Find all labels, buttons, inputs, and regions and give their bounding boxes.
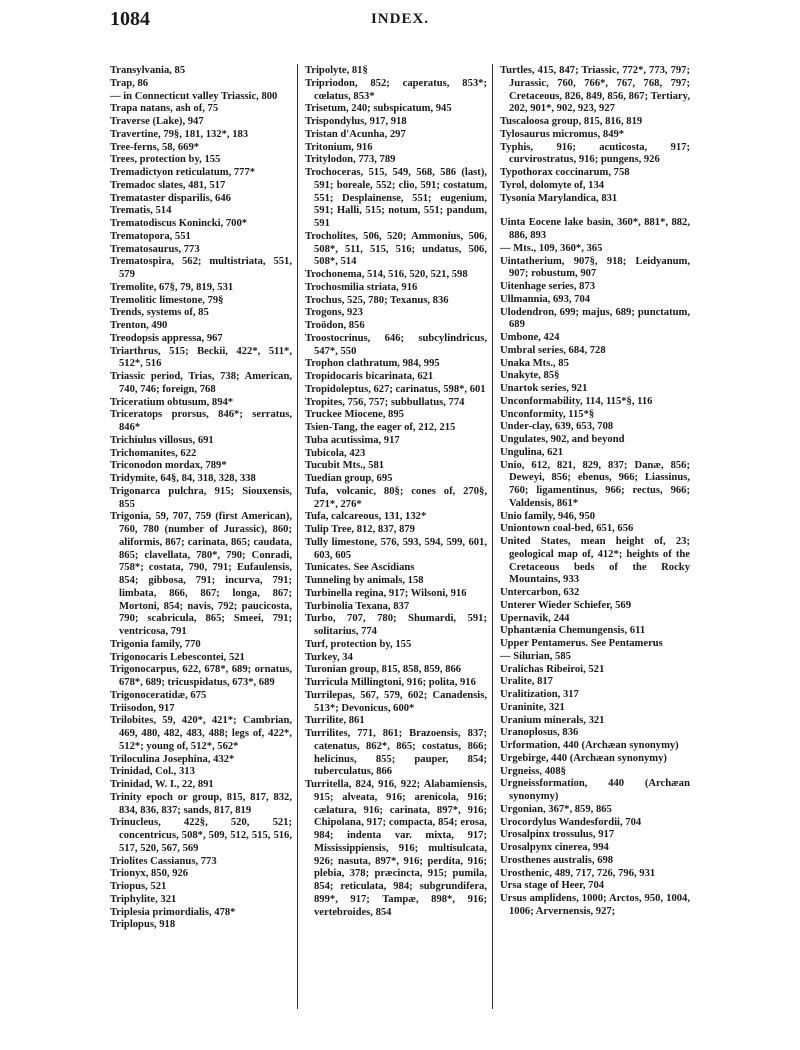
index-entry: Unaka Mts., 85 xyxy=(500,357,569,369)
index-entry: Transylvania, 85 xyxy=(110,65,186,76)
index-entry: Unterer Wieder Schiefer, 569 xyxy=(500,599,632,611)
index-entry: Trigonarca pulchra, 915; Siouxensis, 855 xyxy=(110,485,292,510)
index-entry: Tree-ferns, 58, 669* xyxy=(110,141,200,153)
index-entry: Unconformability, 114, 115*§, 116 xyxy=(500,395,653,407)
index-entry: Trigonocarpus, 622, 678*, 689; ornatus, 678*, 689; tricuspidatus, 673*, 689 xyxy=(110,664,292,688)
index-entry: Tritylodon, 773, 789 xyxy=(305,154,396,166)
index-entry: Trigonia, 59, 707, 759 (first American), 760, 780 (number of Jurassic), 860; aliformis, 867; carinata, 865; caudata, 865; clavellata, 780*, 790; Conradi, 758*; costata, 790, 791; Eufaulensis, 854; gibbosa, 791; incurva, 791; limbata, 866, 867; longa, 867; Mortoni, 854; navis, 792; paucicosta, 790; scabricula, 865; Smeei, 791; ventricosa, 791 xyxy=(110,511,292,637)
index-entry: Tylosaurus micromus, 849* xyxy=(500,128,625,140)
index-entry: Unconformity, 115*§ xyxy=(500,408,595,420)
index-entry: Uitenhage series, 873 xyxy=(500,281,596,292)
index-entry: Trisetum, 240; subspicatum, 945 xyxy=(305,103,452,115)
index-entry: Truckee Miocene, 895 xyxy=(305,409,404,421)
index-entry: Uinta Eocene lake basin, 360*, 881*, 882, 886, 893 xyxy=(500,217,690,241)
index-entry: Trochonema, 514, 516, 520, 521, 598 xyxy=(305,269,468,280)
index-entry: Unio family, 946, 950 xyxy=(500,510,596,522)
index-entry: Upernavik, 244 xyxy=(500,612,570,624)
index-entry: Unartok series, 921 xyxy=(500,383,588,394)
running-head: INDEX. xyxy=(370,11,430,27)
index-entry: Tubicola, 423 xyxy=(305,447,366,459)
index-entry: Tremolite, 67§, 79, 819, 531 xyxy=(110,281,234,293)
index-entry: Trenton, 490 xyxy=(110,320,168,331)
index-entry: Trees, protection by, 155 xyxy=(110,154,221,166)
index-entry: Turrilepas, 567, 579, 602; Canadensis, 513*; Devonicus, 600* xyxy=(305,689,487,714)
index-entry: Tuba acutissima, 917 xyxy=(305,434,400,446)
index-entry: Upper Pentamerus. See Pentamerus xyxy=(500,638,663,649)
index-entry: Trinidad, W. I., 22, 891 xyxy=(110,779,214,790)
index-entry: Umbral series, 684, 728 xyxy=(500,344,606,356)
index-entry: Urosalpinx trossulus, 917 xyxy=(500,829,615,841)
index-entry: Trinidad, Col., 313 xyxy=(110,766,195,778)
index-entry: Urosthenic, 489, 717, 726, 796, 931 xyxy=(500,867,656,879)
index-entry: Trends, systems of, 85 xyxy=(110,307,209,319)
index-entry: Tropites, 756, 757; subbullatus, 774 xyxy=(305,396,465,408)
index-entry: Turf, protection by, 155 xyxy=(305,638,412,650)
index-entry: Trigonia family, 770 xyxy=(110,638,201,650)
index-entry: Tuscaloosa group, 815, 816, 819 xyxy=(500,116,643,127)
index-entry: Trigonocaris Lebescontei, 521 xyxy=(110,651,245,663)
index-entry: Tremadictyon reticulatum, 777* xyxy=(110,167,256,178)
index-entry: Traverse (Lake), 947 xyxy=(110,116,204,127)
index-entry: Urosalpynx cinerea, 994 xyxy=(500,842,609,853)
index-entry: Troödon, 856 xyxy=(305,320,365,331)
index-entry: Urgonian, 367*, 859, 865 xyxy=(500,803,612,815)
index-entry: Tridymite, 64§, 84, 318, 328, 338 xyxy=(110,473,256,484)
index-entry: Uranoplosus, 836 xyxy=(500,727,579,739)
index-column-1 xyxy=(110,65,292,932)
index-entry: Tyrol, dolomyte of, 134 xyxy=(500,179,605,191)
page-number: 1084 xyxy=(110,8,150,30)
index-entry: Uintatherium, 907§, 918; Leidyanum, 907; robustum, 907 xyxy=(500,255,690,280)
index-entry: Triloculina Josephina, 432* xyxy=(110,753,235,765)
index-entry: Unakyte, 85§ xyxy=(500,370,560,382)
index-entry: Tremolitic limestone, 79§ xyxy=(110,294,224,306)
index-entry: — Mts., 109, 360*, 365 xyxy=(500,242,603,254)
index-entry: Urocordylus Wandesfordii, 704 xyxy=(500,816,642,828)
index-entry: Tropidoleptus, 627; carinatus, 598*, 601 xyxy=(305,383,486,395)
index-entry: Ursa stage of Heer, 704 xyxy=(500,880,605,892)
index-entry: Triceratops prorsus, 846*; serratus, 846* xyxy=(110,409,292,433)
index-entry: Trematospira, 562; multistriata, 551, 579 xyxy=(110,256,292,280)
index-entry: Uniontown coal-bed, 651, 656 xyxy=(500,523,634,535)
index-entry: United States, mean height of, 23; geological map of, 412*; heights of the Cretaceous beds of the Rocky Mountains, 933 xyxy=(500,536,690,586)
index-entry: Trematopora, 551 xyxy=(110,230,191,242)
index-entry: Ullmannia, 693, 704 xyxy=(500,293,591,305)
index-entry: Tunicates. See Ascidians xyxy=(305,562,415,574)
index-entry: Trophon clathratum, 984, 995 xyxy=(305,358,440,370)
index-entry: Triphylite, 321 xyxy=(110,893,177,905)
index-entry: Triarthrus, 515; Beckii, 422*, 511*, 512*, 516 xyxy=(110,345,292,370)
index-entry: Untercarbon, 632 xyxy=(500,587,580,598)
index-entry: Triopus, 521 xyxy=(110,881,167,892)
index-entry: Tysonia Marylandica, 831 xyxy=(500,192,618,204)
column-rule xyxy=(297,64,298,1009)
index-entry: Turkey, 34 xyxy=(305,651,353,663)
index-entry: Treodopsis appressa, 967 xyxy=(110,332,223,344)
column-rule xyxy=(492,64,493,1009)
index-entry: Trilobites, 59, 420*, 421*; Cambrian, 469, 480, 482, 483, 488; legs of, 422*, 512*; young of, 512*, 562* xyxy=(110,715,292,752)
index-entry: Turricula Millingtoni, 916; polita, 916 xyxy=(305,677,476,688)
index-entry: Travertine, 79§, 181, 132*, 183 xyxy=(110,128,249,140)
index-entry: Trichomanites, 622 xyxy=(110,447,197,459)
index-entry: — in Connecticut valley Triassic, 800 xyxy=(110,90,278,102)
index-entry: Trochus, 525, 780; Texanus, 836 xyxy=(305,294,449,306)
index-entry: Triconodon mordax, 789* xyxy=(110,460,227,472)
index-entry: Tulip Tree, 812, 837, 879 xyxy=(305,524,415,535)
index-entry: Triplopus, 918 xyxy=(110,919,176,931)
index-entry: — Silurian, 585 xyxy=(500,650,571,662)
index-entry: Triassic period, Trias, 738; American, 740, 746; foreign, 768 xyxy=(110,371,292,395)
index-entry: Tremadoc slates, 481, 517 xyxy=(110,179,226,191)
index-entry: Triplesia primordialis, 478* xyxy=(110,906,236,918)
index-entry: Trocholites, 506, 520; Ammonius, 506, 508*, 511, 515, 516; undatus, 506, 508*, 514 xyxy=(305,230,487,268)
index-entry: Uraninite, 321 xyxy=(500,701,565,713)
index-entry: Trinity epoch or group, 815, 817, 832, 834, 836, 837; sands, 817, 819 xyxy=(110,791,292,816)
index-entry: Trematis, 514 xyxy=(110,205,172,217)
index-entry: Tritonium, 916 xyxy=(305,141,373,153)
index-column-3 xyxy=(500,65,690,919)
index-entry: Turbinella regina, 917; Wilsoni, 916 xyxy=(305,587,467,599)
index-entry: Urformation, 440 (Archæan synonymy) xyxy=(500,740,679,751)
index-entry: Uranium minerals, 321 xyxy=(500,714,605,726)
index-entry: Ulodendron, 699; majus, 689; punctatum, 689 xyxy=(500,306,690,331)
index-entry: Trigonoceratidæ, 675 xyxy=(110,689,207,701)
index-entry: Tully limestone, 576, 593, 594, 599, 601, 603, 605 xyxy=(305,536,487,561)
index-entry: Under-clay, 639, 653, 708 xyxy=(500,421,614,433)
index-entry: Typothorax coccinarum, 758 xyxy=(500,167,630,178)
index-entry: Trochosmilia striata, 916 xyxy=(305,281,418,293)
index-entry: Urgneissformation, 440 (Archæan synonymy) xyxy=(500,778,690,802)
index-entry: Unio, 612, 821, 829, 837; Danæ, 856; Deweyi, 856; ebenus, 966; Liassinus, 760; ligamentinus, 966; rectus, 966; Valdensis, 861* xyxy=(500,459,690,509)
index-entry: Tunneling by animals, 158 xyxy=(305,575,424,586)
index-entry: Turrilites, 771, 861; Brazoensis, 837; catenatus, 862*, 865; costatus, 866; helicinus, 855; pauper, 854; tuberculatus, 866 xyxy=(305,728,487,778)
index-entry: Trionyx, 850, 926 xyxy=(110,868,189,880)
index-entry: Ungulates, 902, and beyond xyxy=(500,434,625,445)
index-entry: Urosthenes australis, 698 xyxy=(500,854,614,866)
index-entry: Ursus amplidens, 1000; Arctos, 950, 1004, 1006; Arvernensis, 927; xyxy=(500,893,690,917)
index-entry: Turritella, 824, 916, 922; Alabamiensis, 915; alveata, 916; arenicola, 916; cælatura, 916; carinata, 897*, 916; Chipolana, 917; compacta, 854; erosa, 984; indenta var. mixta, 917; Mississippiensis, 916; multisulcata, 926; nasuta, 897*, 916; perdita, 916; plebia, 378; præcincta, 915; pumila, 854; reticulata, 984; subgrundifera, 899*, 917; Tampæ, 898*, 916; vertebroides, 854 xyxy=(305,779,487,918)
index-entry: Triisodon, 917 xyxy=(110,702,175,714)
index-entry: Turrilite, 861 xyxy=(305,715,365,727)
index-column-2 xyxy=(305,65,487,919)
index-entry: Urgebirge, 440 (Archæan synonymy) xyxy=(500,752,667,764)
index-entry: Uphantænia Chemungensis, 611 xyxy=(500,625,646,637)
index-entry: Urgneiss, 408§ xyxy=(500,765,566,777)
index-entry: Typhis, 916; acuticosta, 917; curvirostratus, 916; pungens, 926 xyxy=(500,141,690,166)
index-entry: Tuedian group, 695 xyxy=(305,473,393,484)
index-entry: Trichiulus villosus, 691 xyxy=(110,434,214,446)
index-entry: Trispondylus, 917, 918 xyxy=(305,116,407,127)
index-entry: Tucubit Mts., 581 xyxy=(305,460,385,472)
index-entry: Tsien-Tang, the eager of, 212, 215 xyxy=(305,422,456,433)
index-entry: Triceratium obtusum, 894* xyxy=(110,396,234,408)
index-entry: Triolites Cassianus, 773 xyxy=(110,855,217,867)
index-entry: Turbo, 707, 780; Shumardi, 591; solitarius, 774 xyxy=(305,613,487,637)
index-entry: Turtles, 415, 847; Triassic, 772*, 773, 797; Jurassic, 760, 766*, 767, 768, 797; Cretaceous, 826, 849, 856, 867; Tertiary, 202, 901*, 902, 923, 927 xyxy=(500,65,690,115)
index-entry: Tremataster disparilis, 646 xyxy=(110,192,231,204)
index-entry: Tripriodon, 852; caperatus, 853*; cœlatus, 853* xyxy=(305,77,487,102)
index-entry: Trochoceras, 515, 549, 568, 586 (last), 591; boreale, 552; clio, 591; costatum, 551; Desplainense, 551; eugenium, 591; Halli, 515; notum, 551; pandum, 591 xyxy=(305,167,487,229)
index-entry: Trogons, 923 xyxy=(305,307,363,319)
index-entry: Tropidocaris bicarinata, 621 xyxy=(305,371,434,382)
index-entry: Tufa, calcareous, 131, 132* xyxy=(305,511,427,523)
index-entry: Tripolyte, 81§ xyxy=(305,65,368,76)
index-entry: Umbone, 424 xyxy=(500,332,560,343)
index-entry: Trap, 86 xyxy=(110,77,149,89)
index-entry: Trematodiscus Konincki, 700* xyxy=(110,218,248,229)
index-entry: Turonian group, 815, 858, 859, 866 xyxy=(305,664,462,676)
index-entry: Tufa, volcanic, 80§; cones of, 270§, 271*, 276* xyxy=(305,485,487,510)
index-entry: Ungulina, 621 xyxy=(500,446,563,458)
index-entry: Uralite, 817 xyxy=(500,676,553,688)
index-entry: Turbinolia Texana, 837 xyxy=(305,600,410,612)
index-entry: Uralitization, 317 xyxy=(500,689,579,700)
index-entry: Trinucleus, 422§, 520, 521; concentricus, 508*, 509, 512, 515, 516, 517, 520, 567, 569 xyxy=(110,817,292,854)
index-entry: Trapa natans, ash of, 75 xyxy=(110,103,219,115)
index-entry: Trematosaurus, 773 xyxy=(110,243,200,255)
index-entry: Troostocrinus, 646; subcylindricus, 547*, 550 xyxy=(305,332,487,357)
index-entry: Tristan d'Acunha, 297 xyxy=(305,128,406,140)
index-entry: Uralichas Ribeiroi, 521 xyxy=(500,663,605,675)
